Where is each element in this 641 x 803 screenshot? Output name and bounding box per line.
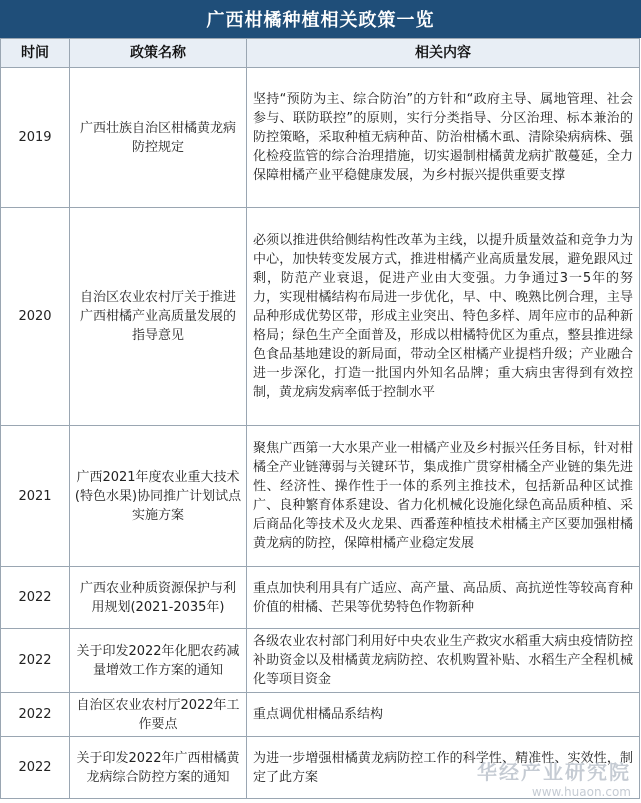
watermark-logo: 华经产业研究院 [477, 760, 631, 784]
header-content: 相关内容 [247, 39, 640, 68]
row-year: 2022 [1, 737, 70, 799]
row-year: 2020 [1, 208, 70, 426]
row-policy-name: 自治区农业农村厅关于推进广西柑橘产业高质量发展的指导意见 [70, 208, 247, 426]
watermark-url: www.huaon.com [531, 785, 631, 799]
table-row [1, 629, 640, 693]
row-policy-name: 关于印发2022年化肥农药减量增效工作方案的通知 [70, 629, 247, 693]
row-policy-name: 关于印发2022年广西柑橘黄龙病综合防控方案的通知 [70, 737, 247, 799]
policy-table [0, 38, 640, 799]
row-content: 各级农业农村部门利用好中央农业生产救灾水稻重大病虫疫情防控补助资金以及柑橘黄龙病防控、农机购置补贴、水稻生产全程机械化等项目资金 [247, 629, 640, 693]
row-content: 聚焦广西第一大水果产业一柑橘产业及乡村振兴任务目标，针对柑橘全产业链薄弱与关键环节，集成推广贯穿柑橘全产业链的集先进性、经济性、操作性于一体的系列主推技术，包括新品种区试推广、良种繁育体系建设、省力化机械化设施化绿色高品质种植、采后商品化等技术及火龙果、西番莲种植技术柑橘主产区要加强柑橘黄龙病的防控，保障柑橘产业稳定发展 [247, 426, 640, 567]
row-content: 重点调优柑橘品系结构 [247, 693, 640, 737]
page-title: 广西柑橘种植相关政策一览 [0, 0, 641, 38]
table-row [1, 693, 640, 737]
row-year: 2022 [1, 629, 70, 693]
row-content: 必须以推进供给侧结构性改革为主线，以提升质量效益和竞争力为中心，加快转变发展方式，推进柑橘产业高质量发展，避免跟风过剩，防范产业衰退，促进产业由大变强。力争通过3一5年的努力，实现柑橘结构布局进一步优化，早、中、晚熟比例合理，主导品种形成优势区带，形成主业突出、特色多样、周年应市的品种新格局；绿色生产全面普及，形成以柑橘特优区为重点，整县推进绿色食品基地建设的新局面，带动全区柑橘产业提档升级；产业融合进一步深化，打造一批国内外知名品牌；重大病虫害得到有效控制，黄龙病发病率低于控制水平 [247, 208, 640, 426]
row-policy-name: 广西2021年度农业重大技术(特色水果)协同推广计划试点实施方案 [70, 426, 247, 567]
table-row [1, 567, 640, 629]
table-row [1, 208, 640, 426]
row-policy-name: 自治区农业农村厅2022年工作要点 [70, 693, 247, 737]
row-policy-name: 广西农业种质资源保护与利用规划(2021-2035年) [70, 567, 247, 629]
header-name: 政策名称 [70, 39, 247, 68]
row-policy-name: 广西壮族自治区柑橘黄龙病防控规定 [70, 68, 247, 208]
row-year: 2022 [1, 693, 70, 737]
row-content: 坚持“预防为主、综合防治”的方针和“政府主导、属地管理、社会参与、联防联控”的原则，实行分类指导、分区治理、标本兼治的防控策略，采取种植无病种苗、防治柑橘木虱、清除染病病株、强化检疫监管的综合治理措施，切实遏制柑橘黄龙病扩散蔓延，全力保障柑橘产业平稳健康发展，为乡村振兴提供重要支撑 [247, 68, 640, 208]
row-year: 2022 [1, 567, 70, 629]
row-year: 2019 [1, 68, 70, 208]
header-year: 时间 [1, 39, 70, 68]
table-row [1, 68, 640, 208]
table-header-row [1, 39, 640, 68]
table-row [1, 737, 640, 799]
row-year: 2021 [1, 426, 70, 567]
row-content: 重点加快利用具有广适应、高产量、高品质、高抗逆性等较高育种价值的柑橘、芒果等优势特色作物新种 [247, 567, 640, 629]
row-content: 为进一步增强柑橘黄龙病防控工作的科学性、精准性、实效性，制定了此方案 [247, 737, 640, 799]
table-row [1, 426, 640, 567]
